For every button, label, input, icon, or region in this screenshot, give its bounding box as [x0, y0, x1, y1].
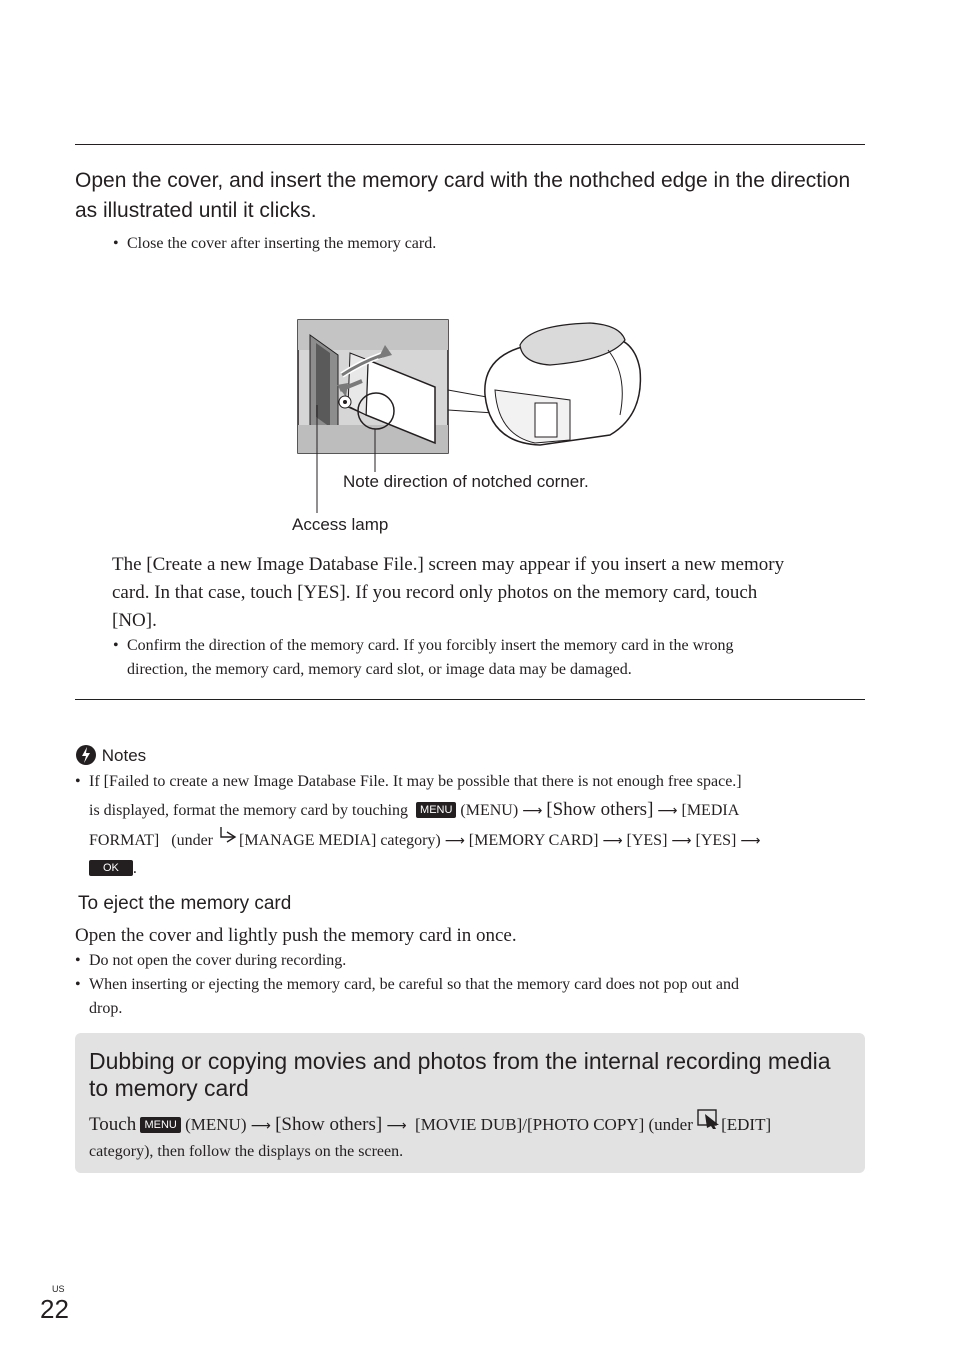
arrow-icon: ⟶: [657, 803, 678, 819]
dubbing-instructions: Touch MENU (MENU) ⟶ [Show others] ⟶ [MOVIE DUB]/[PHOTO COPY] (under [EDIT] category), then follow the displays on the screen.: [89, 1109, 859, 1164]
notes-line-2: is displayed, format the memory card by touching MENU (MENU) ⟶ [Show others] ⟶ [MEDIA: [89, 799, 740, 820]
arrow-icon: ⟶: [522, 803, 543, 819]
step-bullet: • Close the cover after inserting the memory card.: [113, 235, 437, 252]
notes-caution-icon: [75, 744, 97, 766]
notes-bullet: • If [Failed to create a new Image Database File. It may be possible that there is not enough free space.] is displayed, format the memory card by touching MENU (MENU) ⟶ [Show others] ⟶ [MEDIA FORMAT] (under [MANAGE MEDIA] category) ⟶ [MEMORY CARD] ⟶ [YES] ⟶ [YES] ⟶ OK .: [89, 768, 859, 883]
ok-icon: OK: [89, 860, 133, 876]
memory-card-illustration: [290, 315, 650, 540]
dubbing-line-1: Touch MENU (MENU) ⟶ [Show others] ⟶ [MOVIE DUB]/[PHOTO COPY] (under [EDIT]: [89, 1109, 859, 1140]
top-rule: [75, 144, 865, 145]
menu-icon: MENU: [140, 1117, 180, 1133]
section-rule: [75, 699, 865, 700]
notes-line-3: FORMAT] (under [MANAGE MEDIA] category) ⟶ [MEMORY CARD] ⟶ [YES] ⟶ [YES] ⟶: [89, 825, 859, 855]
arrow-icon: ⟶: [671, 833, 692, 849]
arrow-icon: ⟶: [386, 1118, 407, 1134]
notes-title: Notes: [101, 746, 147, 765]
eject-bullet-2: • When inserting or ejecting the memory card, be careful so that the memory card does not pop out and drop.: [75, 976, 740, 1017]
notes-header: [75, 744, 146, 767]
region-code: US: [52, 1284, 65, 1294]
eject-paragraph: Open the cover and lightly push the memory card in once.: [75, 925, 517, 946]
arrow-icon: ⟶: [602, 833, 623, 849]
step-bullet-text: Close the cover after inserting the memory card.: [127, 235, 437, 252]
database-paragraph: The [Create a new Image Database File.] screen may appear if you insert a new memory card. In that case, touch [YES]. If you record only photos on the memory card, touch [NO].: [112, 554, 785, 631]
step-heading: Open the cover, and insert the memory card with the nothched edge in the direction as illustrated until it clicks.: [75, 169, 851, 222]
arrow-icon: ⟶: [444, 833, 465, 849]
arrow-icon: ⟶: [250, 1118, 271, 1134]
page-number: 22: [40, 1294, 69, 1324]
eject-bullet-1: • Do not open the cover during recording.: [75, 952, 347, 969]
dubbing-heading: Dubbing or copying movies and photos from the internal recording media to memory card: [89, 1048, 831, 1101]
caption-access-lamp: Access lamp: [292, 515, 389, 534]
notes-line-4: OK .: [89, 855, 859, 883]
caption-notched-corner: Note direction of notched corner.: [343, 472, 589, 491]
arrow-icon: ⟶: [740, 833, 761, 849]
eject-heading: To eject the memory card: [78, 893, 292, 914]
menu-icon: MENU: [416, 802, 456, 818]
direction-warning-bullet: • Confirm the direction of the memory card. If you forcibly insert the memory card in the wrong direction, the memory card, memory card slot, or image data may be damaged.: [113, 637, 734, 678]
manage-media-icon: [217, 825, 239, 843]
edit-icon: [697, 1109, 721, 1129]
